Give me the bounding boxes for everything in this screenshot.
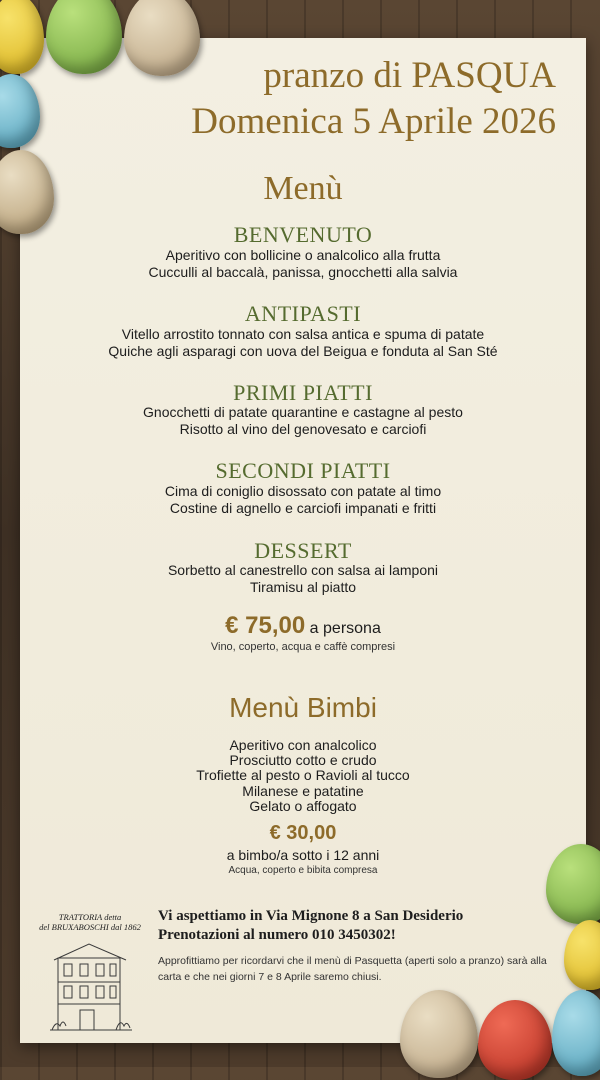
menu-item: Vitello arrostito tonnato con salsa antica e spuma di patate [121, 326, 485, 342]
menu-item: Gnocchetti di patate quarantine e castagne al pesto [143, 404, 463, 420]
header-date: Domenica 5 Aprile 2026 [191, 101, 556, 142]
footer-address: Vi aspettiamo in Via Mignone 8 a San Desiderio [158, 908, 464, 924]
kids-price-unit: a bimbo/a sotto i 12 anni [226, 847, 380, 863]
footer-note: Approfittiamo per ricordarvi che il menù di Pasquetta (aperti solo a pranzo) sarà alla carta e che nei giorni 7 e 8 Aprile saremo chiusi. [158, 955, 547, 983]
adult-price-note: Vino, coperto, acqua e caffè compresi [210, 641, 396, 653]
easter-egg-quail [124, 0, 200, 76]
kids-item: Milanese e patatine [242, 783, 364, 799]
section-title-benvenuto: BENVENUTO [233, 222, 373, 247]
header-title: pranzo di PASQUA [263, 55, 556, 96]
kids-item: Aperitivo con analcolico [229, 737, 377, 753]
menu-item: Tiramisu al piatto [249, 579, 357, 595]
adult-price-unit: a persona [309, 620, 381, 637]
adult-price-amount: € 75,00 [225, 612, 306, 639]
menu-item: Risotto al vino del genovesato e carciofi [179, 421, 427, 437]
menu-item: Cucculli al baccalà, panissa, gnocchetti alla salvia [148, 264, 458, 280]
kids-item: Gelato o affogato [249, 798, 357, 814]
kids-menu-title: Menù Bimbi [229, 692, 377, 723]
section-title-antipasti: ANTIPASTI [244, 301, 362, 326]
logo-line-2: del BRUXABOSCHI dal 1862 [39, 922, 141, 932]
menu-item: Cima di coniglio disossato con patate al timo [164, 483, 442, 499]
section-title-dessert: DESSERT [254, 538, 352, 563]
menu-item: Costine di agnello e carciofi impanati e fritti [169, 500, 437, 516]
kids-item: Prosciutto cotto e crudo [229, 752, 377, 768]
section-title-primi: PRIMI PIATTI [233, 380, 373, 405]
section-title-secondi: SECONDI PIATTI [215, 458, 391, 483]
trattoria-building-illustration [50, 938, 132, 1036]
menu-item: Quiche agli asparagi con uova del Beigua e fonduta al San Sté [108, 343, 498, 359]
menu-title: Menù [263, 170, 343, 207]
menu-item: Sorbetto al canestrello con salsa ai lamponi [167, 562, 439, 578]
logo-line-1: TRATTORIA detta [58, 912, 122, 922]
kids-price-note: Acqua, coperto e bibita compresa [228, 865, 378, 876]
kids-price-amount: € 30,00 [269, 822, 337, 844]
kids-item: Trofiette al pesto o Ravioli al tucco [196, 767, 410, 783]
footer-booking: Prenotazioni al numero 010 3450302! [158, 927, 396, 943]
menu-item: Aperitivo con bollicine o analcolico alla frutta [165, 247, 441, 263]
easter-egg-green [46, 0, 122, 74]
adult-price [20, 612, 586, 640]
